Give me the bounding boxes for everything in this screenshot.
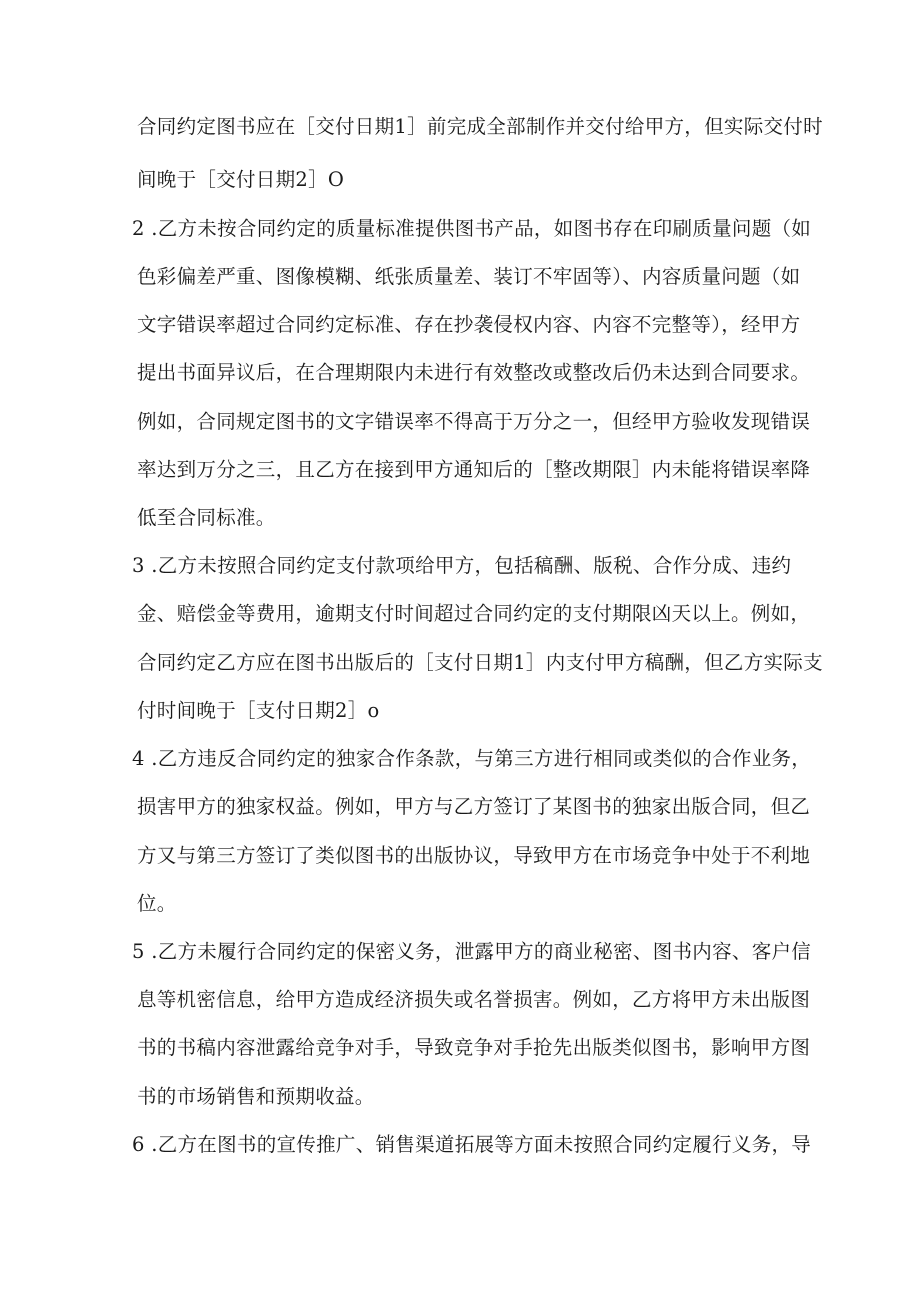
text-line: 损害甲方的独家权益。例如，甲方与乙方签订了某图书的独家出版合同，但乙 [137,795,811,818]
text-line: 书的书稿内容泄露给竞争对手，导致竞争对手抢先出版类似图书，影响甲方图 [137,1036,811,1059]
text-line: 色彩偏差严重、图像模糊、纸张质量差、装订不牢固等）、内容质量问题（如 [137,265,801,288]
text-line: 文字错误率超过合同约定标准、存在抄袭侵权内容、内容不完整等），经甲方 [137,313,801,336]
text-line: 息等机密信息，给甲方造成经济损失或名誉损害。例如，乙方将甲方未出版图 [137,988,811,1011]
text-line: 位。 [137,892,177,915]
text-line: 3 .乙方未按照合同约定支付款项给甲方，包括稿酬、版税、合作分成、违约 [132,554,792,577]
text-line: 书的市场销售和预期收益。 [137,1085,375,1108]
text-line: 2 .乙方未按合同约定的质量标准提供图书产品，如图书存在印刷质量问题（如 [132,217,812,240]
text-line: 低至合同标准。 [137,506,276,529]
text-line: 方又与第三方签订了类似图书的出版协议，导致甲方在市场竞争中处于不利地 [137,844,811,867]
text-line: 提出书面异议后，在合理期限内未进行有效整改或整改后仍未达到合同要求。 [137,361,811,384]
text-line: 例如，合同规定图书的文字错误率不得高于万分之一，但经甲方验收发现错误 [137,410,811,433]
text-line: 合同约定图书应在［交付日期1］前完成全部制作并交付给甲方，但实际交付时 [137,115,823,138]
text-line: 金、赔偿金等费用，逾期支付时间超过合同约定的支付期限凶天以上。例如， [137,602,811,625]
text-line: 6 .乙方在图书的宣传推广、销售渠道拓展等方面未按照合同约定履行义务，导 [132,1133,812,1156]
text-line: 4 .乙方违反合同约定的独家合作条款，与第三方进行相同或类似的合作业务， [132,747,812,770]
text-line: 率达到万分之三，且乙方在接到甲方通知后的［整改期限］内未能将错误率降 [137,458,811,481]
text-line: 合同约定乙方应在图书出版后的［支付日期1］内支付甲方稿酬，但乙方实际支 [137,651,823,674]
text-line: 付时间晚于［支付日期2］o [137,699,380,722]
text-line: 5 .乙方未履行合同约定的保密义务，泄露甲方的商业秘密、图书内容、客户信 [132,940,812,963]
text-line: 间晚于［交付日期2］O [137,168,345,191]
